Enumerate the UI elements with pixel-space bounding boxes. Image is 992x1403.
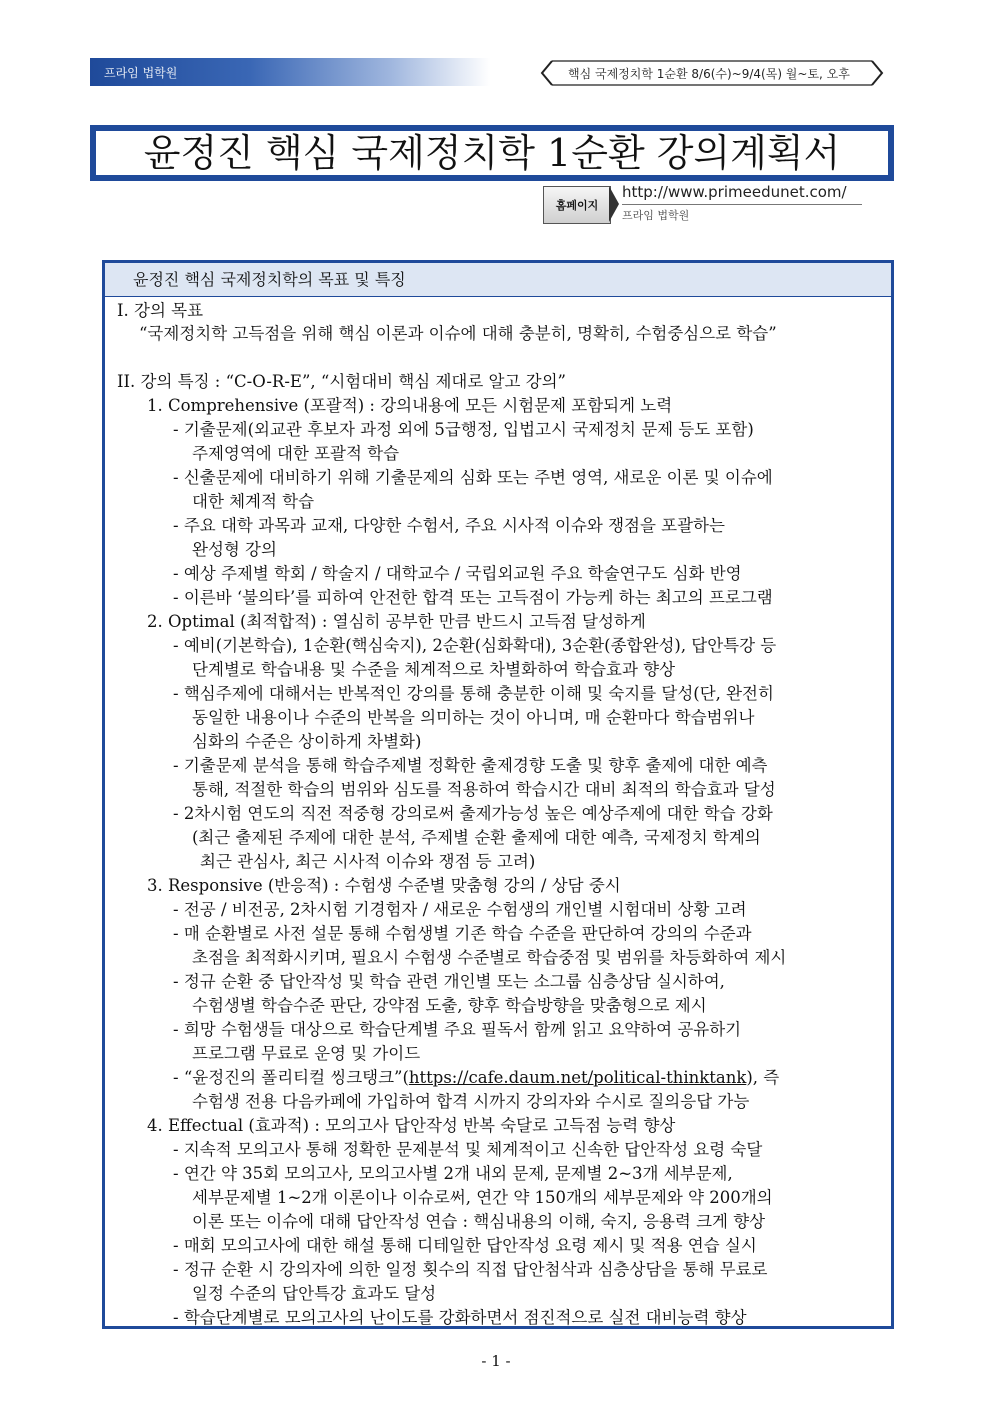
list-item: - 신출문제에 대비하기 위해 기출문제의 심화 또는 주변 영역, 새로운 이론 및 이슈에 xyxy=(173,468,773,487)
feature-2-title: 2. Optimal (최적합적) : 열심히 공부한 만큼 반드시 고득점 달성하게 xyxy=(147,612,646,631)
goal-text: “국제정치학 고득점을 위해 핵심 이론과 이슈에 대해 충분히, 명확히, 수험중심으로 학습” xyxy=(139,324,777,343)
list-item: - 기출문제(외교관 후보자 과정 외에 5급행정, 입법고시 국제정치 문제 등도 포함) xyxy=(173,420,754,439)
homepage-url-link[interactable]: http://www.primeedunet.com/ xyxy=(622,183,847,201)
list-item-cont: 최근 관심사, 최근 시사적 이슈와 쟁점 등 고려) xyxy=(200,852,536,871)
list-item-cont: 통해, 적절한 학습의 범위와 심도를 적용하여 학습시간 대비 최적의 학습효과 달성 xyxy=(192,780,776,799)
list-item: - 핵심주제에 대해서는 반복적인 강의를 통해 충분한 이해 및 숙지를 달성(단, 완전히 xyxy=(173,684,774,703)
list-item: - 연간 약 35회 모의고사, 모의고사별 2개 내외 문제, 문제별 2~3개 세부문제, xyxy=(173,1164,733,1183)
list-item: - 학습단계별로 모의고사의 난이도를 강화하면서 점진적으로 실전 대비능력 향상 xyxy=(173,1308,747,1327)
homepage-badge xyxy=(543,186,611,224)
list-item: - 예비(기본학습), 1순환(핵심숙지), 2순환(심화확대), 3순환(종합완성), 답안특강 등 xyxy=(173,636,777,655)
list-item: - 전공 / 비전공, 2차시험 기경험자 / 새로운 수험생의 개인별 시험대비 상황 고려 xyxy=(173,900,747,919)
schedule-text: 핵심 국제정치학 1순환 8/6(수)~9/4(목) 월~토, 오후 xyxy=(568,67,850,81)
section-heading: 윤정진 핵심 국제정치학의 목표 및 특징 xyxy=(105,263,891,297)
document-title: 윤정진 핵심 국제정치학 1순환 강의계획서 xyxy=(143,131,841,175)
list-item: - 예상 주제별 학회 / 학술지 / 대학교수 / 국립외교원 주요 학술연구도 심화 반영 xyxy=(173,564,742,583)
heading-goal: I. 강의 목표 xyxy=(117,301,204,320)
list-item: - 주요 대학 과목과 교재, 다양한 수험서, 주요 시사적 이슈와 쟁점을 포괄하는 xyxy=(173,516,725,535)
course-features-box xyxy=(102,260,894,1329)
list-item-cont: 수험생별 학습수준 판단, 강약점 도출, 향후 학습방향을 맞춤형으로 제시 xyxy=(192,996,707,1015)
cafe-suffix: ), 즉 xyxy=(746,1068,780,1087)
list-item: - 2차시험 연도의 직전 적중형 강의로써 출제가능성 높은 예상주제에 대한 학습 강화 xyxy=(173,804,773,823)
list-item-cont: 주제영역에 대한 포괄적 학습 xyxy=(192,444,400,463)
list-item-cont: 세부문제별 1~2개 이론이나 이슈로써, 연간 약 150개의 세부문제와 약 200개의 xyxy=(192,1188,773,1207)
list-item-cont: 수험생 전용 다음카페에 가입하여 합격 시까지 강의자와 수시로 질의응답 가능 xyxy=(192,1092,750,1111)
list-item-cafe xyxy=(173,1067,779,1089)
list-item-cont: 대한 체계적 학습 xyxy=(192,492,315,511)
document-title-box xyxy=(90,125,894,181)
list-item-cont: 심화의 수준은 상이하게 차별화) xyxy=(192,732,422,751)
list-item: - 정규 순환 시 강의자에 의한 일정 횟수의 직접 답안첨삭과 심층상담을 통해 무료로 xyxy=(173,1260,768,1279)
list-item: - 희망 수험생들 대상으로 학습단계별 주요 필독서 함께 읽고 요약하여 공유하기 xyxy=(173,1020,742,1039)
list-item-cont: 초점을 최적화시키며, 필요시 수험생 수준별로 학습중점 및 범위를 차등화하여 제시 xyxy=(192,948,787,967)
list-item-cont: 동일한 내용이나 수준의 반복을 의미하는 것이 아니며, 매 순환마다 학습범위나 xyxy=(192,708,755,727)
list-item: - 매 순환별로 사전 설문 통해 수험생별 기존 학습 수준을 판단하여 강의의 수준과 xyxy=(173,924,752,943)
list-item-cont: 단계별로 학습내용 및 수준을 체계적으로 차별화하여 학습효과 향상 xyxy=(192,660,676,679)
list-item: - 정규 순환 중 답안작성 및 학습 관련 개인별 또는 소그룹 심층상담 실시하여, xyxy=(173,972,725,991)
list-item: - 기출문제 분석을 통해 학습주제별 정확한 출제경향 도출 및 향후 출제에 대한 예측 xyxy=(173,756,768,775)
homepage-arrow-icon xyxy=(609,186,619,222)
feature-3-title: 3. Responsive (반응적) : 수험생 수준별 맞춤형 강의 / 상담 중시 xyxy=(147,876,621,895)
list-item-cont: 완성형 강의 xyxy=(192,540,277,559)
homepage-divider xyxy=(622,204,862,205)
list-item: - 이른바 ‘불의타’를 피하여 안전한 합격 또는 고득점이 가능케 하는 최고의 프로그램 xyxy=(173,588,773,607)
cafe-link[interactable]: https://cafe.daum.net/political-thinktank xyxy=(408,1068,747,1087)
feature-1-title: 1. Comprehensive (포괄적) : 강의내용에 모든 시험문제 포함되게 노력 xyxy=(147,396,673,415)
cafe-prefix: - “윤정진의 폴리티컬 씽크탱크”( xyxy=(173,1068,409,1087)
list-item-cont: (최근 출제된 주제에 대한 분석, 주제별 순환 출제에 대한 예측, 국제정치 학계의 xyxy=(192,828,761,847)
list-item-cont: 일정 수준의 답안특강 효과도 달성 xyxy=(192,1284,437,1303)
header-schedule xyxy=(540,60,884,86)
homepage-badge-label: 홈페이지 xyxy=(555,199,599,212)
heading-features: II. 강의 특징 : “C-O-R-E”, “시험대비 핵심 제대로 알고 강의” xyxy=(117,372,566,391)
header-org: 프라임 법학원 xyxy=(104,66,178,80)
homepage-org: 프라임 법학원 xyxy=(622,209,690,222)
list-item: - 매회 모의고사에 대한 해설 통해 디테일한 답안작성 요령 제시 및 적용 연습 실시 xyxy=(173,1236,757,1255)
feature-4-title: 4. Effectual (효과적) : 모의고사 답안작성 반복 숙달로 고득점 능력 향상 xyxy=(147,1116,676,1135)
page-number: - 1 - xyxy=(481,1352,511,1370)
list-item: - 지속적 모의고사 통해 정확한 문제분석 및 체계적이고 신속한 답안작성 요령 숙달 xyxy=(173,1140,763,1159)
list-item-cont: 프로그램 무료로 운영 및 가이드 xyxy=(192,1044,421,1063)
list-item-cont: 이론 또는 이슈에 대해 답안작성 연습 : 핵심내용의 이해, 숙지, 응용력 크게 향상 xyxy=(192,1212,766,1231)
header-org-banner xyxy=(90,58,490,86)
